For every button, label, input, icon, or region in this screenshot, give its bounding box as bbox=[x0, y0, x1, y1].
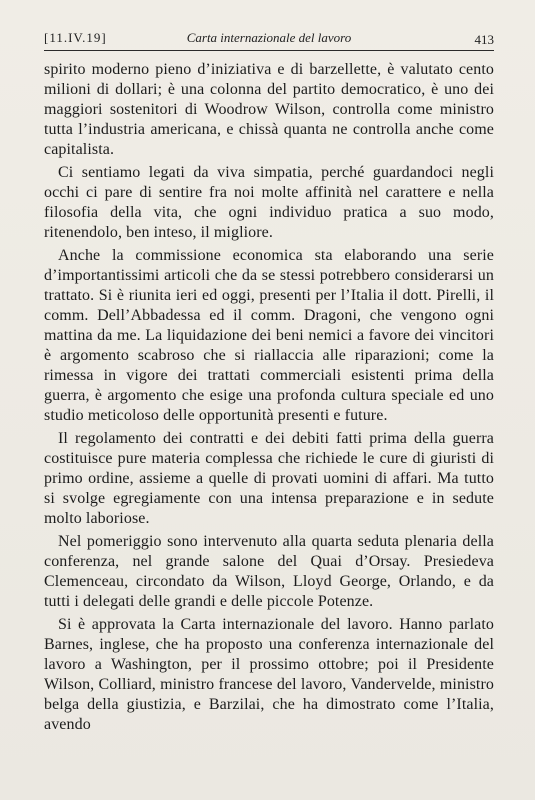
header-title: Carta internazionale del lavoro bbox=[186, 30, 352, 45]
page-number: 413 bbox=[474, 32, 494, 47]
body-text bbox=[44, 60, 494, 738]
paragraph: spirito moderno pieno d’iniziativa e di barzellette, è valutato cento milioni di dollari; è una colonna del partito democratico, è uno dei maggiori sostenitori di Woodrow Wilson, controlla come ministro tutta l’industria americana, e chissà quanta ne controlla anche come capitalista. bbox=[44, 61, 494, 158]
paragraph: Anche la commissione economica sta elaborando una serie d’importantissimi articoli che da se stessi potrebbero considerarsi un trattato. Si è riunita ieri ed oggi, presenti per l’Italia il dott. Pirelli, il comm. Dell’Abbadessa ed il comm. Dragoni, che vengono ogni mattina da me. La liquidazione dei beni nemici a favore dei vincitori è argomento scabroso che si riallaccia alle riparazioni; come la rimessa in vigore dei trattati commerciali esistenti prima della guerra, è argomento che esige una profonda cultura speciale ed uno studio meticoloso delle opportunità presenti e future. bbox=[44, 247, 494, 424]
header-rule bbox=[44, 50, 494, 51]
paragraph: Ci sentiamo legati da viva simpatia, perché guardandoci negli occhi ci pare di sentire fra noi molte affinità nel carattere e nella filosofia della vita, che ogni individuo pratica a suo modo, ritenendolo, ben inteso, il migliore. bbox=[44, 164, 494, 241]
header-date: [11.IV.19] bbox=[44, 30, 107, 45]
paragraph: Nel pomeriggio sono intervenuto alla quarta seduta plenaria della conferenza, nel grande salone del Quai d’Orsay. Presiedeva Clemenceau, circondato da Wilson, Lloyd George, Orlando, e da tutti i delegati delle grandi e delle piccole Potenze. bbox=[44, 533, 494, 610]
paragraph: Il regolamento dei contratti e dei debiti fatti prima della guerra costituisce pure materia complessa che richiede le cure di giuristi di primo ordine, assieme a quelle di provati uomini di affari. Ma tutto si svolge egregiamente con una intensa preparazione e in sedute molto laboriose. bbox=[44, 430, 494, 527]
paragraph: Si è approvata la Carta internazionale del lavoro. Hanno parlato Barnes, inglese, che ha proposto una conferenza internazionale del lavoro a Washington, per il prossimo ottobre; poi il Presidente Wilson, Colliard, ministro francese del lavoro, Vandervelde, ministro belga della giustizia, e Barzilai, che ha dimostrato come l’Italia, avendo bbox=[44, 616, 494, 733]
running-header bbox=[44, 28, 494, 48]
